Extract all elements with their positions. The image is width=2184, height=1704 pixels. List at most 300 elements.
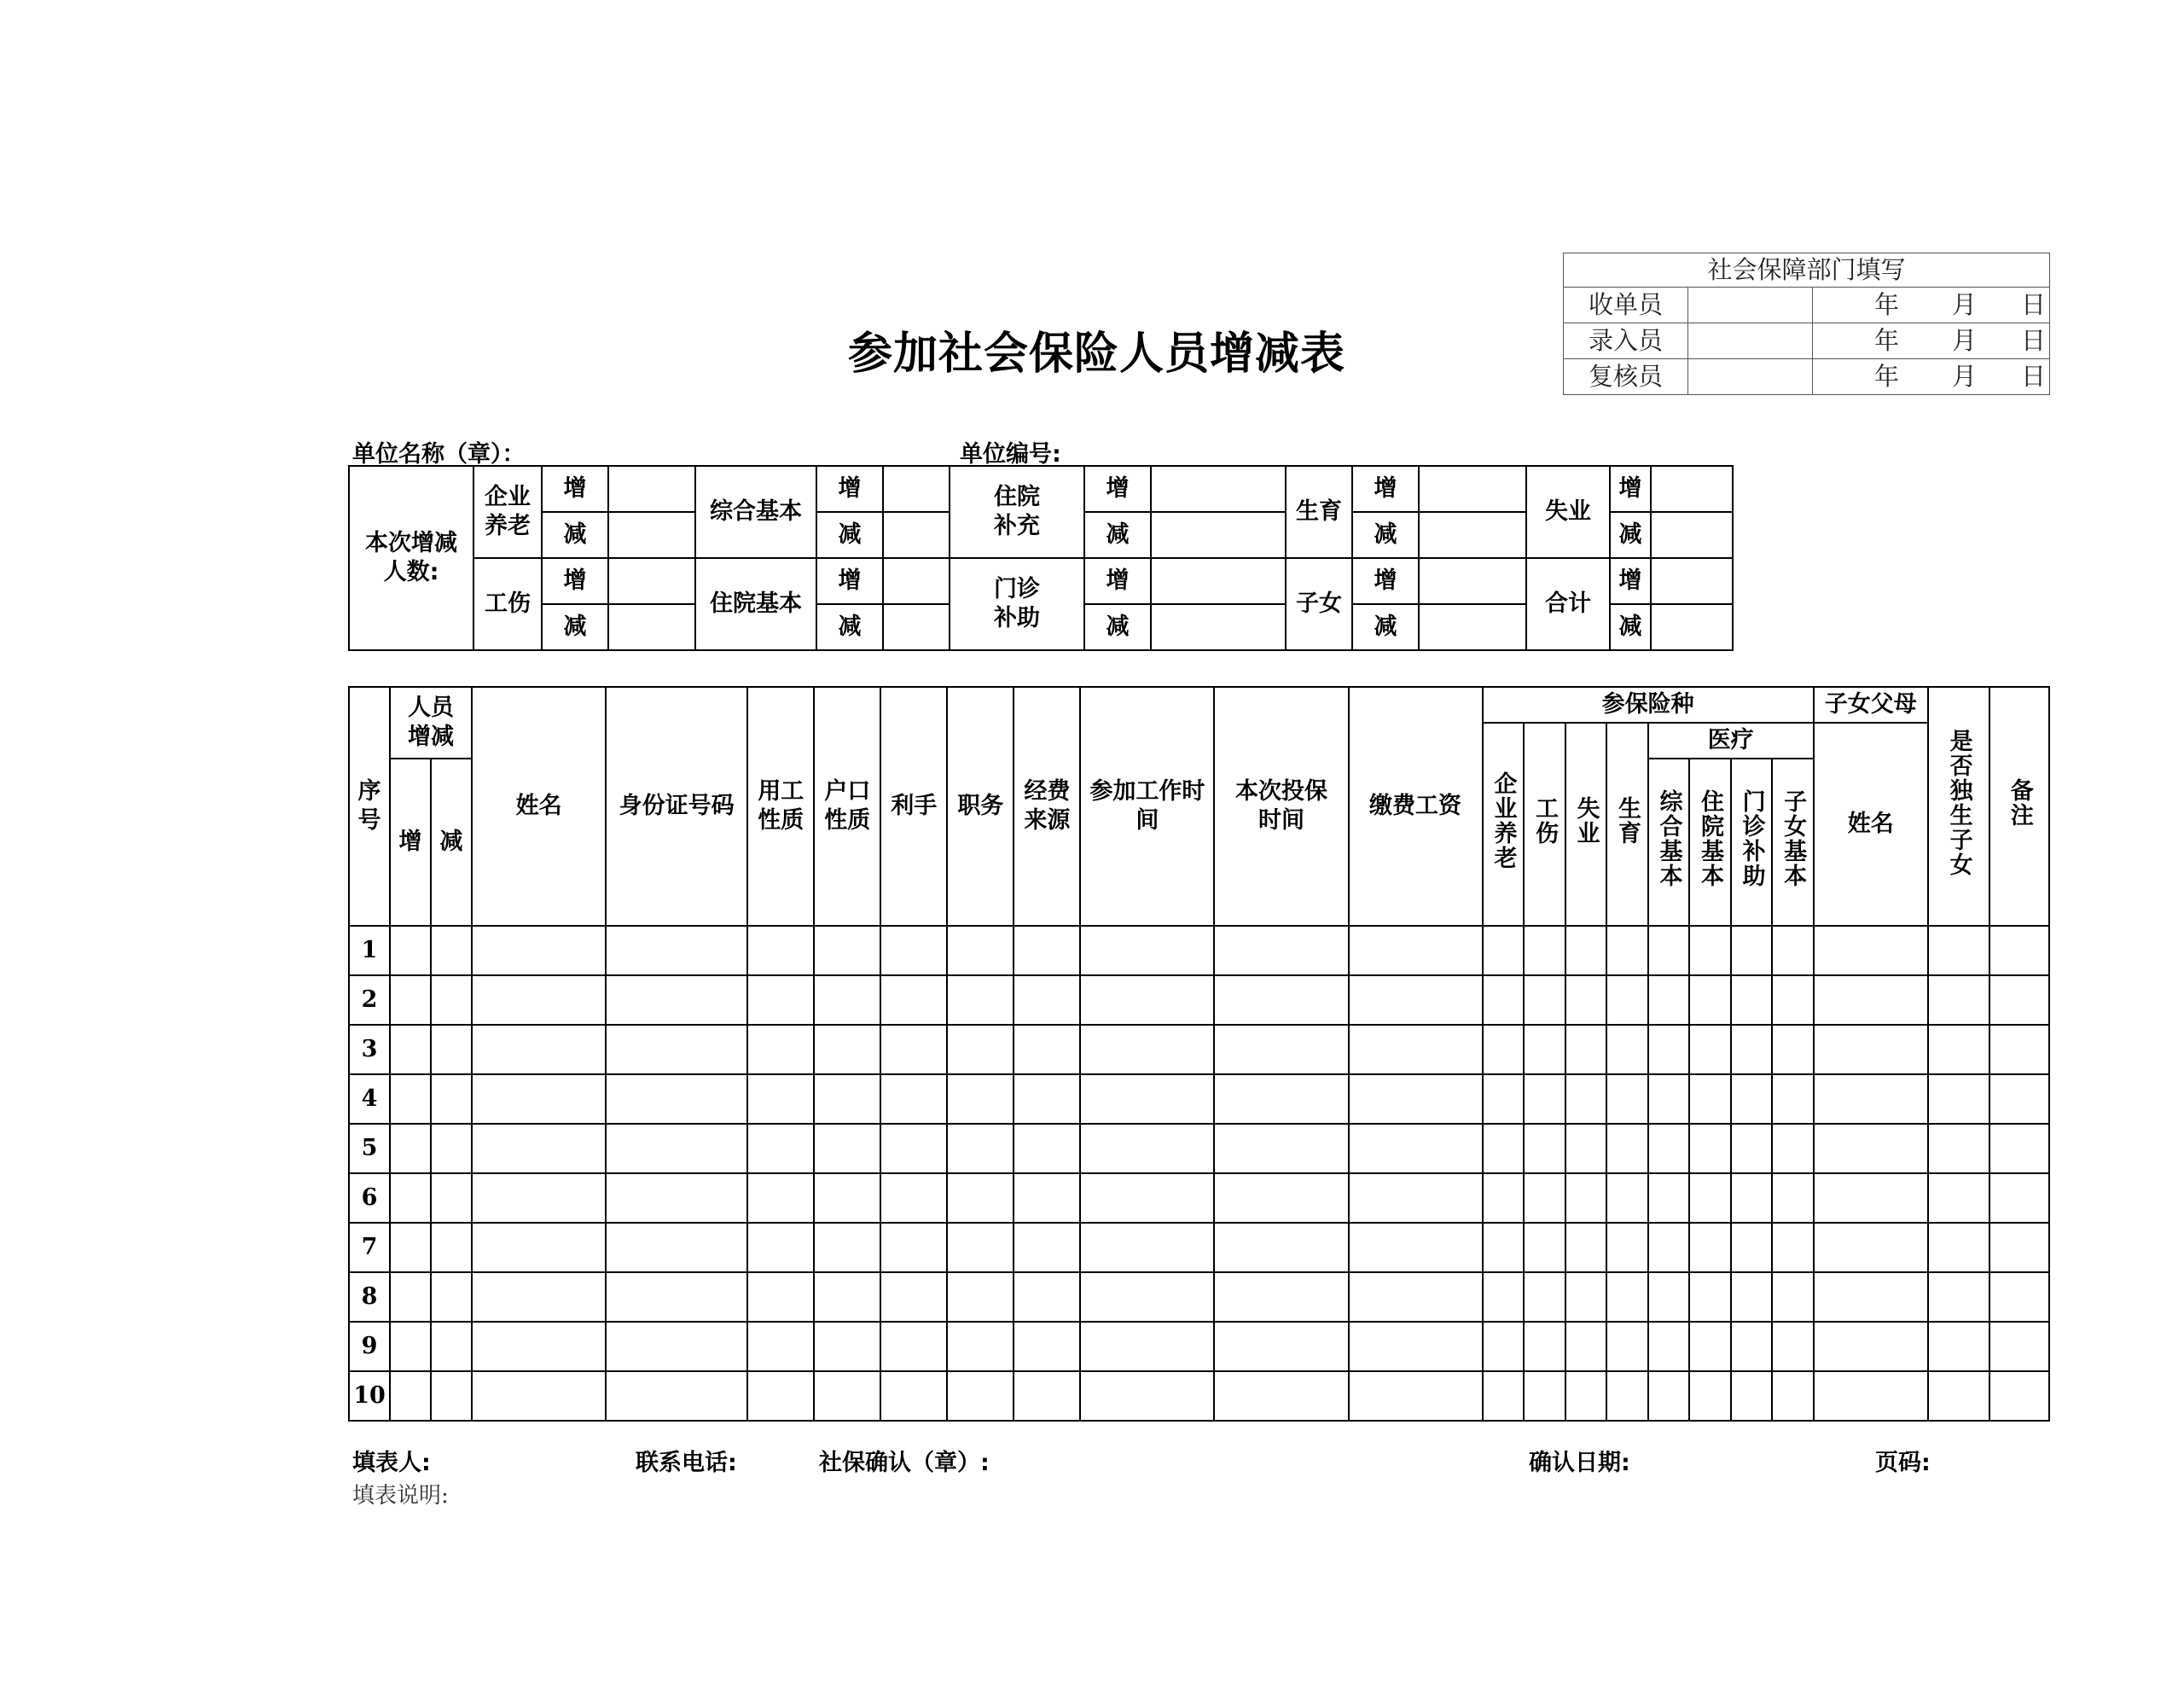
cell[interactable] (1014, 926, 1080, 975)
cell[interactable] (1214, 926, 1348, 975)
cell[interactable] (1214, 975, 1348, 1025)
audit-date-entry[interactable]: 年 月 日 (1813, 323, 2050, 359)
cell[interactable] (1214, 1322, 1348, 1371)
summary-maternity-dec-input[interactable] (1419, 512, 1526, 558)
cell[interactable] (431, 926, 472, 975)
cell[interactable] (880, 1223, 947, 1272)
cell[interactable] (472, 1272, 606, 1322)
cell[interactable] (1928, 1124, 1989, 1173)
summary-item-general-medical: 综合基本 (695, 466, 816, 558)
summary-table (348, 465, 1734, 651)
cell[interactable] (814, 1074, 880, 1124)
cell[interactable] (1772, 1371, 1814, 1421)
audit-header: 社会保障部门填写 (1564, 253, 2050, 288)
cell[interactable] (747, 1322, 814, 1371)
cell[interactable] (390, 1223, 431, 1272)
cell[interactable] (1524, 1371, 1565, 1421)
summary-outpatient-inc-input[interactable] (1151, 558, 1286, 604)
summary-children-inc-input[interactable] (1419, 558, 1526, 604)
cell[interactable] (880, 1124, 947, 1173)
cell[interactable] (814, 1223, 880, 1272)
cell[interactable] (1731, 1272, 1772, 1322)
cell[interactable] (814, 1322, 880, 1371)
summary-item-hospital-supplement: 住院补充 (950, 466, 1084, 558)
cell[interactable] (1014, 1322, 1080, 1371)
cell[interactable] (1565, 1025, 1606, 1074)
cell[interactable] (1989, 1074, 2049, 1124)
cell[interactable] (747, 926, 814, 975)
cell[interactable] (747, 1371, 814, 1421)
cell[interactable] (947, 1371, 1014, 1421)
cell[interactable] (1989, 1322, 2049, 1371)
table-row (349, 1371, 2049, 1421)
cell[interactable] (1080, 1371, 1214, 1421)
cell[interactable] (1349, 1124, 1483, 1173)
cell[interactable] (1483, 1223, 1524, 1272)
cell[interactable] (1349, 1223, 1483, 1272)
cell[interactable] (1648, 1272, 1689, 1322)
cell[interactable] (390, 1124, 431, 1173)
cell[interactable] (947, 1074, 1014, 1124)
summary-dec-label: 减 (1610, 512, 1651, 558)
row-number: 9 (349, 1322, 390, 1371)
table-row (349, 1173, 2049, 1223)
cell[interactable] (606, 1025, 747, 1074)
summary-total-dec-input[interactable] (1651, 604, 1733, 650)
audit-input-entry[interactable] (1688, 323, 1813, 359)
audit-input-reviewer[interactable] (1688, 359, 1813, 395)
cell[interactable] (1689, 975, 1731, 1025)
cell[interactable] (1349, 1074, 1483, 1124)
cell[interactable] (1772, 1322, 1814, 1371)
cell[interactable] (1014, 975, 1080, 1025)
summary-unemployment-inc-input[interactable] (1651, 466, 1733, 512)
summary-pension-inc-input[interactable] (608, 466, 695, 512)
cell[interactable] (1928, 1025, 1989, 1074)
cell[interactable] (1524, 1272, 1565, 1322)
cell[interactable] (1989, 1025, 2049, 1074)
cell[interactable] (1483, 1272, 1524, 1322)
summary-hospital-basic-inc-input[interactable] (883, 558, 950, 604)
cell[interactable] (1606, 1074, 1648, 1124)
summary-maternity-inc-input[interactable] (1419, 466, 1526, 512)
cell[interactable] (606, 975, 747, 1025)
col-medical: 医疗 (1648, 723, 1814, 759)
audit-date-receiver[interactable]: 年 月 日 (1813, 288, 2050, 323)
cell[interactable] (606, 1074, 747, 1124)
summary-pension-dec-input[interactable] (608, 512, 695, 558)
cell[interactable] (390, 1173, 431, 1223)
cell[interactable] (1648, 1322, 1689, 1371)
cell[interactable] (472, 1223, 606, 1272)
cell[interactable] (880, 1173, 947, 1223)
cell[interactable] (1648, 1371, 1689, 1421)
cell[interactable] (1689, 1272, 1731, 1322)
summary-hospital-supp-dec-input[interactable] (1151, 512, 1286, 558)
cell[interactable] (390, 1025, 431, 1074)
cell[interactable] (1814, 1223, 1928, 1272)
cell[interactable] (1648, 1025, 1689, 1074)
cell[interactable] (1565, 1223, 1606, 1272)
cell[interactable] (1606, 926, 1648, 975)
cell[interactable] (1689, 1223, 1731, 1272)
cell[interactable] (472, 1322, 606, 1371)
cell[interactable] (814, 1173, 880, 1223)
cell[interactable] (1080, 1223, 1214, 1272)
cell[interactable] (606, 1223, 747, 1272)
cell[interactable] (880, 1371, 947, 1421)
summary-item-hospital-basic: 住院基本 (695, 558, 816, 650)
cell[interactable] (1772, 1272, 1814, 1322)
table-row (349, 1025, 2049, 1074)
cell[interactable] (1349, 926, 1483, 975)
row-number: 10 (349, 1371, 390, 1421)
cell[interactable] (472, 1371, 606, 1421)
cell[interactable] (1014, 1124, 1080, 1173)
cell[interactable] (431, 1223, 472, 1272)
cell[interactable] (1731, 1223, 1772, 1272)
col-lishou: 利手 (880, 687, 947, 926)
col-maternity: 生育 (1606, 723, 1648, 926)
cell[interactable] (431, 1173, 472, 1223)
cell[interactable] (1565, 1074, 1606, 1124)
cell[interactable] (1989, 1272, 2049, 1322)
cell[interactable] (1989, 1223, 2049, 1272)
cell[interactable] (1814, 926, 1928, 975)
cell[interactable] (880, 926, 947, 975)
cell[interactable] (1483, 926, 1524, 975)
cell[interactable] (747, 1074, 814, 1124)
cell[interactable] (1648, 1223, 1689, 1272)
cell[interactable] (1689, 1322, 1731, 1371)
cell[interactable] (606, 1272, 747, 1322)
cell[interactable] (1014, 1173, 1080, 1223)
cell[interactable] (1648, 1124, 1689, 1173)
cell[interactable] (1772, 1124, 1814, 1173)
row-number: 4 (349, 1074, 390, 1124)
cell[interactable] (1014, 1223, 1080, 1272)
cell[interactable] (747, 1173, 814, 1223)
summary-inc-label: 增 (1352, 558, 1419, 604)
cell[interactable] (1689, 1173, 1731, 1223)
cell[interactable] (947, 1025, 1014, 1074)
cell[interactable] (431, 1074, 472, 1124)
cell[interactable] (1772, 1074, 1814, 1124)
cell[interactable] (1349, 1272, 1483, 1322)
cell[interactable] (606, 1322, 747, 1371)
cell[interactable] (1648, 1173, 1689, 1223)
cell[interactable] (1524, 1074, 1565, 1124)
cell[interactable] (1483, 1074, 1524, 1124)
cell[interactable] (472, 1173, 606, 1223)
cell[interactable] (1080, 1074, 1214, 1124)
cell[interactable] (1080, 1272, 1214, 1322)
summary-dec-label: 减 (542, 512, 608, 558)
cell[interactable] (1214, 1371, 1348, 1421)
cell[interactable] (606, 1124, 747, 1173)
cell[interactable] (747, 1223, 814, 1272)
row-number: 2 (349, 975, 390, 1025)
cell[interactable] (814, 975, 880, 1025)
cell[interactable] (1814, 1025, 1928, 1074)
table-row (349, 926, 2049, 975)
cell[interactable] (1731, 1025, 1772, 1074)
cell[interactable] (1080, 975, 1214, 1025)
audit-role-receiver: 收单员 (1564, 288, 1688, 323)
cell[interactable] (1524, 1173, 1565, 1223)
cell[interactable] (390, 1074, 431, 1124)
cell[interactable] (431, 1124, 472, 1173)
cell[interactable] (747, 1124, 814, 1173)
cell[interactable] (1689, 926, 1731, 975)
summary-general-inc-input[interactable] (883, 466, 950, 512)
cell[interactable] (1928, 1272, 1989, 1322)
cell[interactable] (1214, 1124, 1348, 1173)
cell[interactable] (1524, 1223, 1565, 1272)
col-med-hospital: 住院基本 (1689, 759, 1731, 926)
cell[interactable] (1928, 1322, 1989, 1371)
cell[interactable] (880, 1025, 947, 1074)
cell[interactable] (390, 975, 431, 1025)
cell[interactable] (1606, 1223, 1648, 1272)
col-child-parent: 子女父母 (1814, 687, 1928, 723)
cell[interactable] (1989, 975, 2049, 1025)
summary-inc-label: 增 (1084, 466, 1151, 512)
cell[interactable] (431, 1371, 472, 1421)
cell[interactable] (1214, 1173, 1348, 1223)
cell[interactable] (1814, 1322, 1928, 1371)
cell[interactable] (1814, 1124, 1928, 1173)
cell[interactable] (606, 926, 747, 975)
cell[interactable] (390, 1272, 431, 1322)
cell[interactable] (1349, 1025, 1483, 1074)
summary-item-total: 合计 (1526, 558, 1610, 650)
cell[interactable] (747, 1272, 814, 1322)
cell[interactable] (431, 1272, 472, 1322)
audit-input-receiver[interactable] (1688, 288, 1813, 323)
cell[interactable] (1565, 975, 1606, 1025)
audit-date-reviewer[interactable]: 年 月 日 (1813, 359, 2050, 395)
cell[interactable] (1014, 1074, 1080, 1124)
summary-children-dec-input[interactable] (1419, 604, 1526, 650)
cell[interactable] (1606, 1025, 1648, 1074)
table-row (349, 1272, 2049, 1322)
cell[interactable] (947, 1322, 1014, 1371)
cell[interactable] (1989, 1371, 2049, 1421)
cell[interactable] (1606, 1371, 1648, 1421)
cell[interactable] (1928, 1371, 1989, 1421)
cell[interactable] (1080, 1124, 1214, 1173)
cell[interactable] (1565, 1173, 1606, 1223)
cell[interactable] (1080, 1025, 1214, 1074)
table-row (349, 975, 2049, 1025)
cell[interactable] (1648, 975, 1689, 1025)
col-med-child: 子女基本 (1772, 759, 1814, 926)
cell[interactable] (1989, 926, 2049, 975)
cell[interactable] (1731, 975, 1772, 1025)
cell[interactable] (1349, 1371, 1483, 1421)
cell[interactable] (1772, 926, 1814, 975)
cell[interactable] (1814, 1272, 1928, 1322)
cell[interactable] (472, 1025, 606, 1074)
cell[interactable] (947, 1223, 1014, 1272)
cell[interactable] (1648, 1074, 1689, 1124)
row-number: 3 (349, 1025, 390, 1074)
col-name: 姓名 (472, 687, 606, 926)
col-work-start-time: 参加工作时间 (1080, 687, 1214, 926)
cell[interactable] (1524, 1124, 1565, 1173)
cell[interactable] (814, 1272, 880, 1322)
cell[interactable] (1814, 1074, 1928, 1124)
cell[interactable] (1731, 1074, 1772, 1124)
cell[interactable] (1080, 1173, 1214, 1223)
cell[interactable] (1731, 1322, 1772, 1371)
cell[interactable] (1483, 1371, 1524, 1421)
cell[interactable] (1565, 1322, 1606, 1371)
footer-confirm-date: 确认日期: (1529, 1450, 1630, 1476)
cell[interactable] (947, 926, 1014, 975)
cell[interactable] (1565, 1272, 1606, 1322)
cell[interactable] (1014, 1272, 1080, 1322)
cell[interactable] (1349, 1173, 1483, 1223)
cell[interactable] (1483, 1173, 1524, 1223)
cell[interactable] (472, 975, 606, 1025)
cell[interactable] (1731, 926, 1772, 975)
cell[interactable] (1989, 1173, 2049, 1223)
col-med-general: 综合基本 (1648, 759, 1689, 926)
col-remarks: 备注 (1989, 687, 2049, 926)
col-salary: 缴费工资 (1349, 687, 1483, 926)
summary-item-outpatient: 门诊补助 (950, 558, 1084, 650)
cell[interactable] (1689, 1371, 1731, 1421)
cell[interactable] (1483, 1322, 1524, 1371)
cell[interactable] (431, 1025, 472, 1074)
cell[interactable] (880, 1074, 947, 1124)
cell[interactable] (1606, 1322, 1648, 1371)
col-person-change: 人员增减 (390, 687, 472, 759)
cell[interactable] (472, 926, 606, 975)
cell[interactable] (1214, 1223, 1348, 1272)
cell[interactable] (1483, 975, 1524, 1025)
summary-unemployment-dec-input[interactable] (1651, 512, 1733, 558)
cell[interactable] (814, 1371, 880, 1421)
summary-general-dec-input[interactable] (883, 512, 950, 558)
cell[interactable] (606, 1173, 747, 1223)
cell[interactable] (1606, 975, 1648, 1025)
cell[interactable] (1565, 1124, 1606, 1173)
cell[interactable] (1080, 1322, 1214, 1371)
cell[interactable] (1565, 926, 1606, 975)
cell[interactable] (390, 1322, 431, 1371)
cell[interactable] (880, 1322, 947, 1371)
cell[interactable] (747, 1025, 814, 1074)
cell[interactable] (1524, 926, 1565, 975)
cell[interactable] (1928, 1173, 1989, 1223)
cell[interactable] (947, 1124, 1014, 1173)
cell[interactable] (1565, 1371, 1606, 1421)
cell[interactable] (1928, 926, 1989, 975)
cell[interactable] (880, 1272, 947, 1322)
cell[interactable] (431, 975, 472, 1025)
cell[interactable] (1814, 1371, 1928, 1421)
cell[interactable] (1989, 1124, 2049, 1173)
cell[interactable] (1814, 975, 1928, 1025)
cell[interactable] (1731, 1173, 1772, 1223)
footer-phone: 联系电话: (636, 1450, 737, 1476)
summary-dec-label: 减 (1352, 512, 1419, 558)
cell[interactable] (1524, 1322, 1565, 1371)
summary-hospital-supp-inc-input[interactable] (1151, 466, 1286, 512)
cell[interactable] (1928, 1074, 1989, 1124)
summary-hospital-basic-dec-input[interactable] (883, 604, 950, 650)
cell[interactable] (1772, 1173, 1814, 1223)
cell[interactable] (1772, 1223, 1814, 1272)
cell[interactable] (880, 975, 947, 1025)
summary-injury-inc-input[interactable] (608, 558, 695, 604)
cell[interactable] (1214, 1074, 1348, 1124)
cell[interactable] (1349, 975, 1483, 1025)
audit-role-reviewer: 复核员 (1564, 359, 1688, 395)
cell[interactable] (606, 1371, 747, 1421)
cell[interactable] (390, 1371, 431, 1421)
cell[interactable] (947, 975, 1014, 1025)
summary-inc-label: 增 (816, 466, 883, 512)
cell[interactable] (1731, 1371, 1772, 1421)
cell[interactable] (1928, 975, 1989, 1025)
cell[interactable] (1689, 1025, 1731, 1074)
cell[interactable] (1349, 1322, 1483, 1371)
cell[interactable] (1014, 1025, 1080, 1074)
cell[interactable] (1483, 1025, 1524, 1074)
cell[interactable] (1928, 1223, 1989, 1272)
cell[interactable] (1606, 1124, 1648, 1173)
cell[interactable] (1772, 1025, 1814, 1074)
cell[interactable] (1080, 926, 1214, 975)
cell[interactable] (390, 926, 431, 975)
cell[interactable] (1772, 975, 1814, 1025)
cell[interactable] (814, 1025, 880, 1074)
table-row (349, 1074, 2049, 1124)
cell[interactable] (1214, 1272, 1348, 1322)
cell[interactable] (814, 926, 880, 975)
col-injury: 工伤 (1524, 723, 1565, 926)
cell[interactable] (472, 1124, 606, 1173)
cell[interactable] (814, 1124, 880, 1173)
cell[interactable] (1214, 1025, 1348, 1074)
cell[interactable] (1689, 1124, 1731, 1173)
cell[interactable] (1606, 1272, 1648, 1322)
cell[interactable] (1648, 926, 1689, 975)
cell[interactable] (472, 1074, 606, 1124)
cell[interactable] (747, 975, 814, 1025)
col-insure-time: 本次投保时间 (1214, 687, 1348, 926)
cell[interactable] (1731, 1124, 1772, 1173)
summary-outpatient-dec-input[interactable] (1151, 604, 1286, 650)
cell[interactable] (947, 1173, 1014, 1223)
summary-item-injury: 工伤 (473, 558, 542, 650)
summary-total-inc-input[interactable] (1651, 558, 1733, 604)
cell[interactable] (1014, 1371, 1080, 1421)
cell[interactable] (947, 1272, 1014, 1322)
cell[interactable] (1483, 1124, 1524, 1173)
cell[interactable] (1524, 975, 1565, 1025)
summary-injury-dec-input[interactable] (608, 604, 695, 650)
cell[interactable] (1524, 1025, 1565, 1074)
cell[interactable] (431, 1322, 472, 1371)
cell[interactable] (1814, 1173, 1928, 1223)
cell[interactable] (1606, 1173, 1648, 1223)
cell[interactable] (1689, 1074, 1731, 1124)
